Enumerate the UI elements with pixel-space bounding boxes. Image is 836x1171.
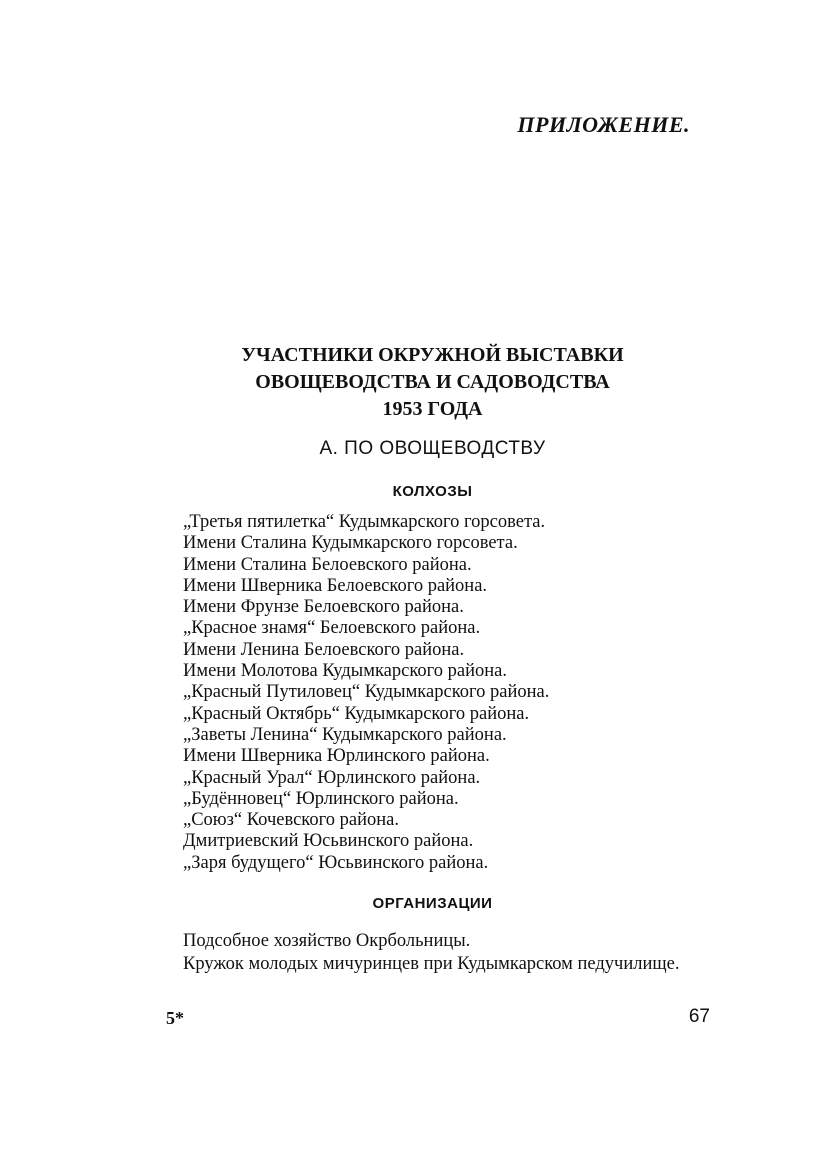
list-item: Имени Молотова Кудымкарского района. [183, 661, 507, 682]
list-item: Кружок молодых мичуринцев при Кудымкарском педучилище. [183, 954, 680, 974]
list-item: Дмитриевский Юсьвинского района. [183, 831, 474, 852]
signature-mark: 5* [166, 1008, 184, 1028]
list-item: Подсобное хозяйство Окрбольницы. [183, 931, 471, 951]
list-item: „Заря будущего“ Юсьвинского района. [183, 852, 489, 873]
title-line-3: 1953 ГОДА [382, 398, 483, 420]
orgs-heading: ОРГАНИЗАЦИИ [372, 895, 493, 912]
list-item: „Заветы Ленина“ Кудымкарского района. [183, 724, 507, 745]
list-item: Имени Шверника Юрлинского района. [183, 746, 490, 767]
section-title: А. ПО ОВОЩЕВОДСТВУ [319, 438, 546, 459]
orgs-list [154, 930, 710, 976]
list-item: „Красный Путиловец“ Кудымкарского района. [183, 682, 550, 703]
list-item: „Союз“ Кочевского района. [183, 810, 399, 831]
list-item: Имени Сталина Кудымкарского горсовета. [183, 533, 518, 554]
list-item: „Красный Октябрь“ Кудымкарского района. [183, 703, 530, 724]
list-item: „Красный Урал“ Юрлинского района. [183, 767, 481, 788]
list-item: Имени Шверника Белоевского района. [183, 575, 488, 596]
list-item: „Будённовец“ Юрлинского района. [183, 788, 459, 809]
kolkhozy-heading: КОЛХОЗЫ [392, 483, 473, 500]
list-item: Имени Сталина Белоевского района. [183, 554, 472, 575]
list-item: Имени Фрунзе Белоевского района. [183, 597, 464, 618]
list-item: „Третья пятилетка“ Кудымкарского горсовета. [183, 512, 546, 532]
appendix-label: ПРИЛОЖЕНИЕ. [517, 112, 690, 137]
kolkhozy-list [183, 512, 683, 874]
page-number: 67 [688, 1006, 710, 1027]
list-item: „Красное знамя“ Белоевского района. [183, 618, 481, 639]
title-line-2: ОВОЩЕВОДСТВА И САДОВОДСТВА [255, 371, 610, 393]
list-item: Имени Ленина Белоевского района. [183, 639, 465, 660]
title-line-1: УЧАСТНИКИ ОКРУЖНОЙ ВЫСТАВКИ [241, 344, 624, 366]
page-title [200, 342, 665, 423]
